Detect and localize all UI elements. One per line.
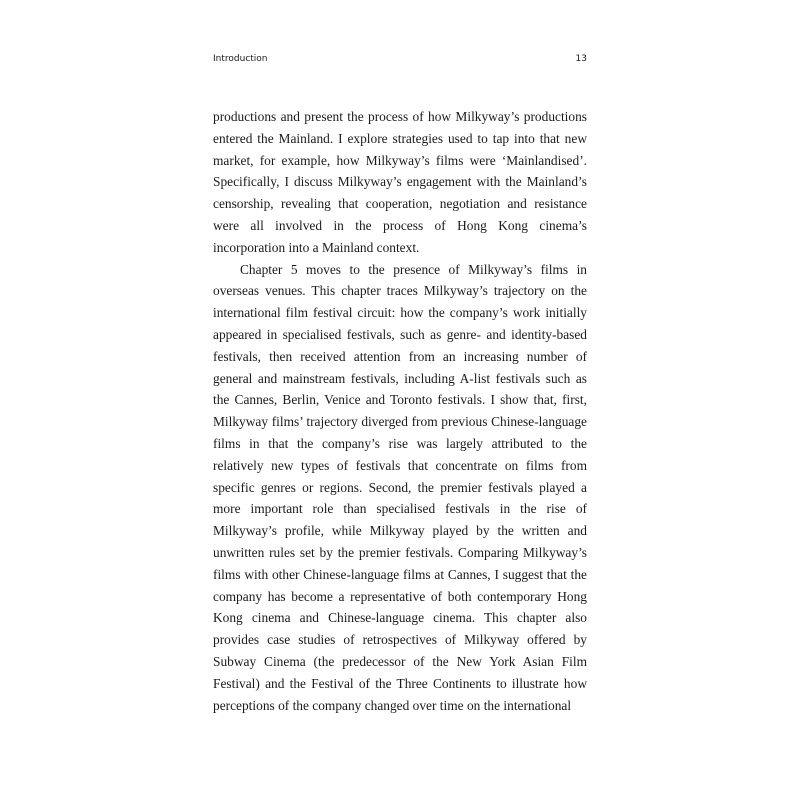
section-title: Introduction (213, 54, 268, 64)
running-head (213, 52, 587, 66)
paragraph-continued: productions and present the process of how Milkyway’s productions entered the Mainland. I explore strategies used to tap into that new market, for example, how Milkyway’s films were ‘Mainlandised’. Specifically, I discuss Milkyway’s engagement with the Mainland’s censorship, revealing that cooperation, negotiation and resistance were all involved in the process of Hong Kong cinema’s incorporation into a Mainland context. (213, 109, 587, 255)
paragraph-chapter-5: Chapter 5 moves to the presence of Milkyway’s films in overseas venues. This chapter traces Milkyway’s trajectory on the international film festival circuit: how the company’s work initially appeared in specialised festivals, such as genre- and identity-based festivals, then received attention from an increasing number of general and mainstream festivals, including A-list festivals such as the Cannes, Berlin, Venice and Toronto festivals. I show that, first, Milkyway films’ trajectory diverged from previous Chinese-language films in that the company’s rise was largely attributed to the relatively new types of festivals that concentrate on films from specific genres or regions. Second, the premier festivals played a more important role than specialised festivals in the rise of Milkyway’s profile, while Milkyway played by the written and unwritten rules set by the premier festivals. Comparing Milkyway’s films with other Chinese-language films at Cannes, I suggest that the company has become a representative of both contemporary Hong Kong cinema and Chinese-language cinema. This chapter also provides case studies of retrospectives of Milkyway offered by Subway Cinema (the predecessor of the New York Asian Film Festival) and the Festival of the Three Continents to illustrate how perceptions of the company changed over time on the international (213, 261, 587, 713)
body-text (213, 106, 587, 716)
page-number: 13 (575, 54, 587, 64)
